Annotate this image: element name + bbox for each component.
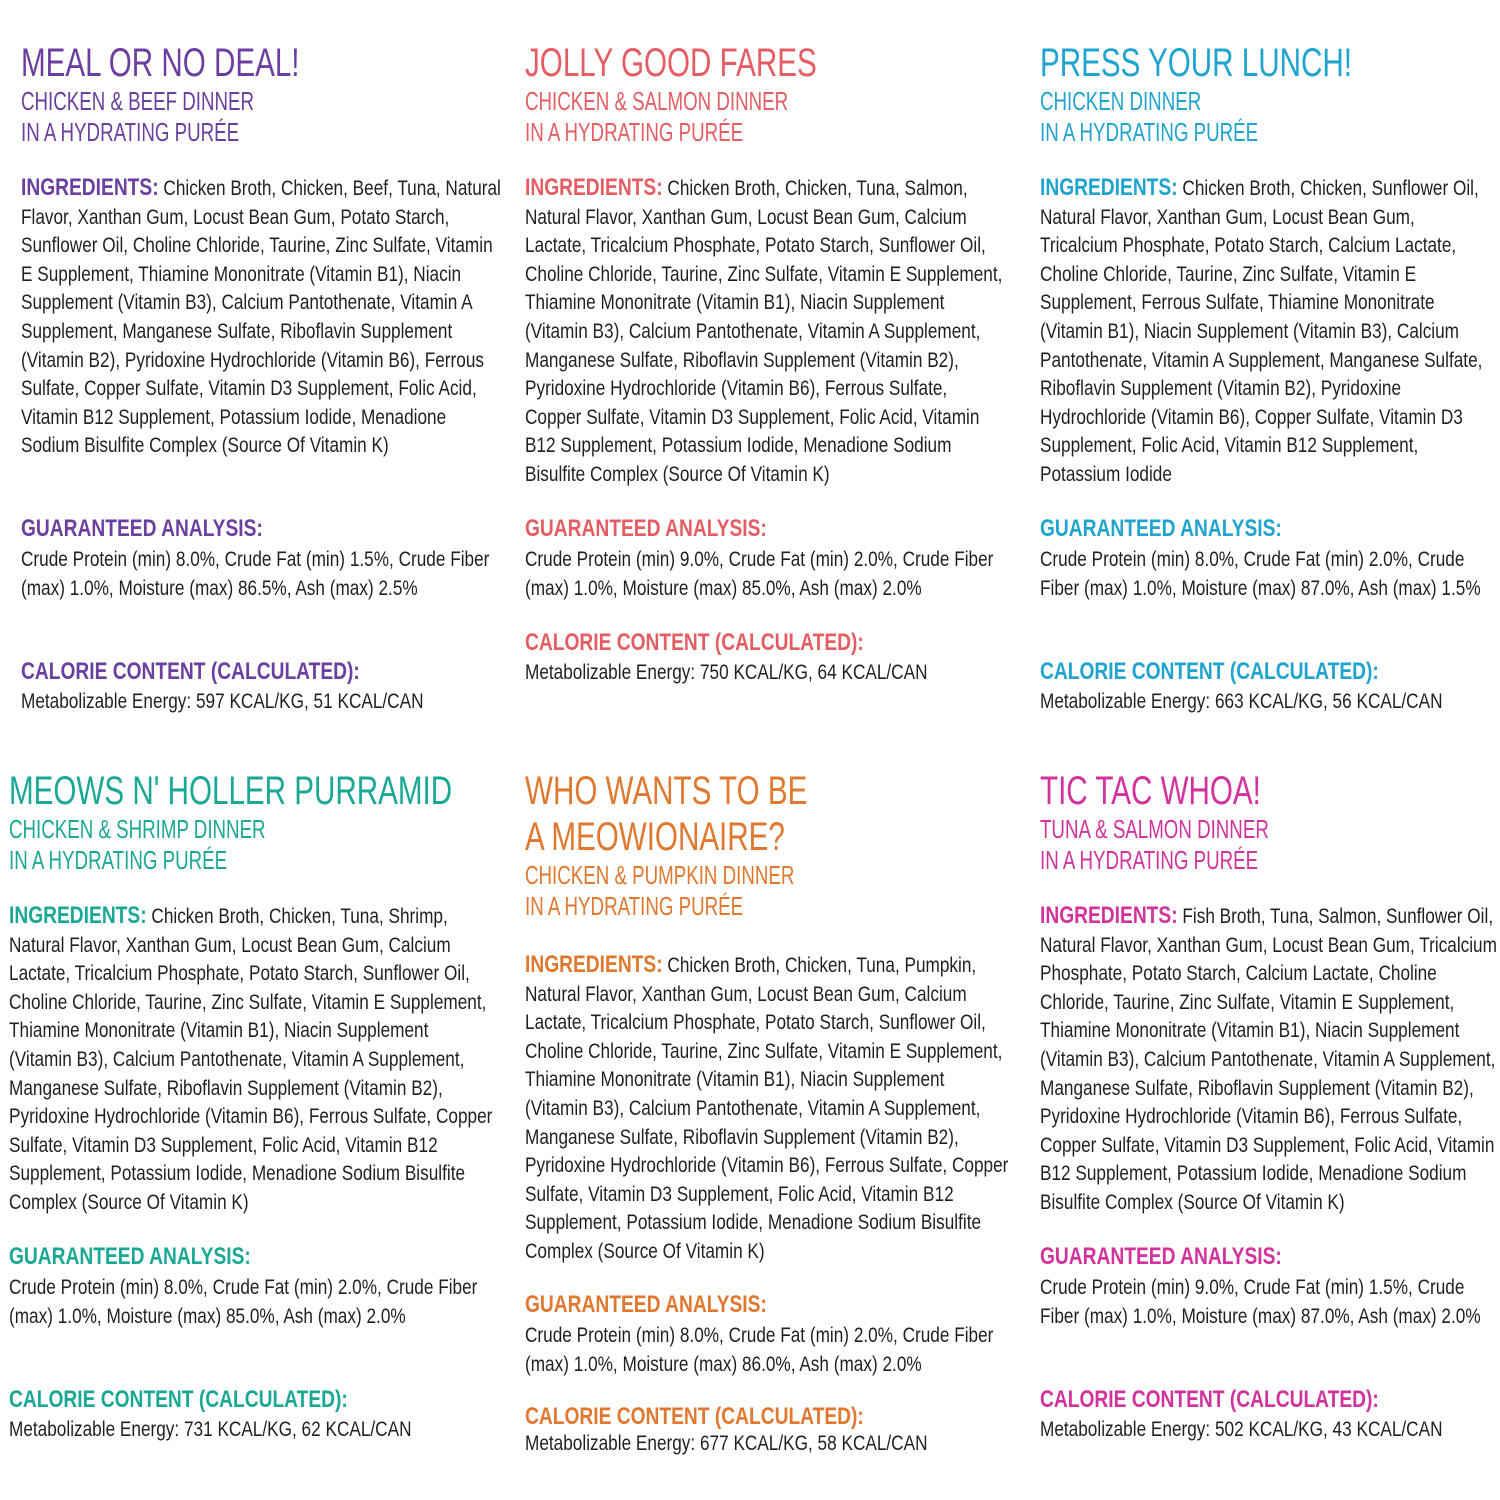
- calorie-heading: CALORIE CONTENT (CALCULATED):: [525, 629, 864, 656]
- product-panel-meows-n-holler-purramid: [9, 768, 499, 1468]
- analysis-heading: GUARANTEED ANALYSIS:: [9, 1243, 251, 1270]
- panel-title: PRESS YOUR LUNCH!: [1040, 41, 1352, 85]
- calorie-block: [525, 658, 1125, 687]
- panel-title: MEOWS N' HOLLER PURRAMID: [9, 769, 453, 813]
- analysis-text: Crude Protein (min) 9.0%, Crude Fat (min) 2.0%, Crude Fiber (max) 1.0%, Moisture (max) 85.0%, Ash (max) 2.0%: [525, 547, 994, 600]
- ingredients-heading: INGREDIENTS:: [21, 174, 159, 201]
- ingredients-heading: INGREDIENTS:: [9, 902, 147, 929]
- ingredients-block: [525, 174, 1125, 489]
- panel-subtitle-1: CHICKEN DINNER: [1040, 86, 1202, 116]
- panel-subtitle-1: CHICKEN & PUMPKIN DINNER: [525, 860, 795, 890]
- panel-subtitle-1: CHICKEN & SALMON DINNER: [525, 86, 789, 116]
- ingredients-text: [1040, 902, 1498, 1217]
- panel-title: TIC TAC WHOA!: [1040, 769, 1261, 813]
- analysis-heading: GUARANTEED ANALYSIS:: [1040, 1243, 1282, 1270]
- calorie-text: Metabolizable Energy: 677 KCAL/KG, 58 KCAL/CAN: [525, 1431, 928, 1455]
- panel-subtitle-2: IN A HYDRATING PURÉE: [9, 845, 228, 875]
- calorie-block: [9, 1415, 614, 1444]
- product-panel-who-wants-to-be-a-meowionaire: [525, 768, 1010, 1478]
- ingredients-block: [9, 902, 614, 1217]
- calorie-text: Metabolizable Energy: 502 KCAL/KG, 43 KCAL/CAN: [1040, 1417, 1443, 1441]
- analysis-heading: GUARANTEED ANALYSIS:: [525, 1291, 767, 1318]
- analysis-text: Crude Protein (min) 8.0%, Crude Fat (min) 1.5%, Crude Fiber (max) 1.0%, Moisture (max) 86.5%, Ash (max) 2.5%: [21, 547, 490, 600]
- analysis-text: Crude Protein (min) 8.0%, Crude Fat (min) 2.0%, Crude Fiber (max) 1.0%, Moisture (max) 86.0%, Ash (max) 2.0%: [525, 1323, 994, 1376]
- calorie-heading: CALORIE CONTENT (CALCULATED):: [1040, 658, 1379, 685]
- panel-subtitle-2: IN A HYDRATING PURÉE: [1040, 845, 1259, 875]
- ingredients-list: Chicken Broth, Chicken, Tuna, Salmon, Natural Flavor, Xanthan Gum, Locust Bean Gum, Calcium Lactate, Tricalcium Phosphate, Potato Starch, Sunflower Oil, Choline Chloride, Taurine, Zinc Sulfate, Vitamin E Supplement, Thiamine Mononitrate (Vitamin B1), Niacin Supplement (Vitamin B3), Calcium Pantothenate, Vitamin A Supplement, Manganese Sulfate, Riboflavin Supplement (Vitamin B2), Pyridoxine Hydrochloride (Vitamin B6), Ferrous Sulfate, Copper Sulfate, Vitamin D3 Supplement, Folic Acid, Vitamin B12 Supplement, Potassium Iodide, Menadione Sodium Bisulfite Complex (Source Of Vitamin K): [525, 176, 1003, 486]
- calorie-text: Metabolizable Energy: 750 KCAL/KG, 64 KCAL/CAN: [525, 660, 928, 684]
- analysis-block: [525, 545, 1125, 602]
- analysis-heading: GUARANTEED ANALYSIS:: [525, 515, 767, 542]
- product-panel-jolly-good-fares: [525, 40, 1010, 730]
- calorie-heading: CALORIE CONTENT (CALCULATED):: [21, 658, 360, 685]
- analysis-heading: GUARANTEED ANALYSIS:: [1040, 515, 1282, 542]
- ingredients-text: [1040, 174, 1492, 489]
- calorie-text: Metabolizable Energy: 663 KCAL/KG, 56 KCAL/CAN: [1040, 689, 1443, 713]
- calorie-block: [1040, 687, 1500, 716]
- panel-subtitle-1: TUNA & SALMON DINNER: [1040, 814, 1269, 844]
- ingredients-heading: INGREDIENTS:: [525, 174, 663, 201]
- panel-subtitle-1: CHICKEN & BEEF DINNER: [21, 86, 254, 116]
- analysis-block: [1040, 1273, 1500, 1330]
- panel-title: WHO WANTS TO BE A MEOWIONAIRE?: [525, 769, 808, 859]
- calorie-text: Metabolizable Energy: 597 KCAL/KG, 51 KCAL/CAN: [21, 689, 424, 713]
- ingredients-text: [525, 951, 1011, 1266]
- panel-subtitle-2: IN A HYDRATING PURÉE: [1040, 117, 1259, 147]
- ingredients-heading: INGREDIENTS:: [1040, 174, 1178, 201]
- panel-subtitle-2: IN A HYDRATING PURÉE: [525, 891, 744, 921]
- analysis-text: Crude Protein (min) 8.0%, Crude Fat (min) 2.0%, Crude Fiber (max) 1.0%, Moisture (max) 87.0%, Ash (max) 1.5%: [1040, 547, 1481, 600]
- product-panel-tic-tac-whoa: [1040, 768, 1498, 1468]
- analysis-text: Crude Protein (min) 9.0%, Crude Fat (min) 1.5%, Crude Fiber (max) 1.0%, Moisture (max) 87.0%, Ash (max) 2.0%: [1040, 1275, 1481, 1328]
- calorie-heading: CALORIE CONTENT (CALCULATED):: [9, 1386, 348, 1413]
- ingredients-list: Chicken Broth, Chicken, Beef, Tuna, Natural Flavor, Xanthan Gum, Locust Bean Gum, Potato Starch, Sunflower Oil, Choline Chloride, Taurine, Zinc Sulfate, Vitamin E Supplement, Thiamine Mononitrate (Vitamin B1), Niacin Supplement (Vitamin B3), Calcium Pantothenate, Vitamin A Supplement, Manganese Sulfate, Riboflavin Supplement (Vitamin B2), Pyridoxine Hydrochloride (Vitamin B6), Ferrous Sulfate, Copper Sulfate, Vitamin D3 Supplement, Folic Acid, Vitamin B12 Supplement, Potassium Iodide, Menadione Sodium Bisulfite Complex (Source Of Vitamin K): [21, 176, 501, 458]
- ingredients-list: Chicken Broth, Chicken, Sunflower Oil, Natural Flavor, Xanthan Gum, Locust Bean Gum, Tricalcium Phosphate, Potato Starch, Calcium Lactate, Choline Chloride, Taurine, Zinc Sulfate, Vitamin E Supplement, Ferrous Sulfate, Thiamine Mononitrate (Vitamin B1), Niacin Supplement (Vitamin B3), Calcium Pantothenate, Vitamin A Supplement, Manganese Sulfate, Riboflavin Supplement (Vitamin B2), Pyridoxine Hydrochloride (Vitamin B6), Copper Sulfate, Vitamin D3 Supplement, Folic Acid, Vitamin B12 Supplement, Potassium Iodide: [1040, 176, 1483, 486]
- analysis-heading: GUARANTEED ANALYSIS:: [21, 515, 263, 542]
- calorie-block: [1040, 1415, 1500, 1444]
- analysis-block: [1040, 545, 1500, 602]
- panel-title: MEAL OR NO DEAL!: [21, 41, 300, 85]
- calorie-heading: CALORIE CONTENT (CALCULATED):: [525, 1403, 864, 1430]
- analysis-block: [9, 1273, 614, 1330]
- panel-subtitle-1: CHICKEN & SHRIMP DINNER: [9, 814, 266, 844]
- product-panel-press-your-lunch: [1040, 40, 1495, 730]
- product-panel-meal-or-no-deal: [21, 40, 501, 730]
- panel-subtitle-2: IN A HYDRATING PURÉE: [21, 117, 240, 147]
- ingredients-heading: INGREDIENTS:: [525, 951, 663, 978]
- ingredients-text: [525, 174, 1005, 489]
- ingredients-block: [1040, 902, 1500, 1217]
- ingredients-block: [1040, 174, 1500, 489]
- ingredients-text: [9, 902, 493, 1217]
- ingredients-list: Chicken Broth, Chicken, Tuna, Pumpkin, Natural Flavor, Xanthan Gum, Locust Bean Gum, Calcium Lactate, Tricalcium Phosphate, Potato Starch, Sunflower Oil, Choline Chloride, Taurine, Zinc Sulfate, Vitamin E Supplement, Thiamine Mononitrate (Vitamin B1), Niacin Supplement (Vitamin B3), Calcium Pantothenate, Vitamin A Supplement, Manganese Sulfate, Riboflavin Supplement (Vitamin B2), Pyridoxine Hydrochloride (Vitamin B6), Ferrous Sulfate, Copper Sulfate, Vitamin D3 Supplement, Folic Acid, Vitamin B12 Supplement, Potassium Iodide, Menadione Sodium Bisulfite Complex (Source Of Vitamin K): [525, 953, 1009, 1263]
- ingredients-list: Chicken Broth, Chicken, Tuna, Shrimp, Natural Flavor, Xanthan Gum, Locust Bean Gum, Calcium Lactate, Tricalcium Phosphate, Potato Starch, Sunflower Oil, Choline Chloride, Taurine, Zinc Sulfate, Vitamin E Supplement, Thiamine Mononitrate (Vitamin B1), Niacin Supplement (Vitamin B3), Calcium Pantothenate, Vitamin A Supplement, Manganese Sulfate, Riboflavin Supplement (Vitamin B2), Pyridoxine Hydrochloride (Vitamin B6), Ferrous Sulfate, Copper Sulfate, Vitamin D3 Supplement, Folic Acid, Vitamin B12 Supplement, Potassium Iodide, Menadione Sodium Bisulfite Complex (Source Of Vitamin K): [9, 904, 493, 1214]
- panel-title: JOLLY GOOD FARES: [525, 41, 817, 85]
- ingredients-list: Fish Broth, Tuna, Salmon, Sunflower Oil, Natural Flavor, Xanthan Gum, Locust Bean Gum, Tricalcium Phosphate, Potato Starch, Calcium Lactate, Choline Chloride, Taurine, Zinc Sulfate, Vitamin E Supplement, Thiamine Mononitrate (Vitamin B1), Niacin Supplement (Vitamin B3), Calcium Pantothenate, Vitamin A Supplement, Manganese Sulfate, Riboflavin Supplement (Vitamin B2), Pyridoxine Hydrochloride (Vitamin B6), Ferrous Sulfate, Copper Sulfate, Vitamin D3 Supplement, Folic Acid, Vitamin B12 Supplement, Potassium Iodide, Menadione Sodium Bisulfite Complex (Source Of Vitamin K): [1040, 904, 1497, 1214]
- calorie-heading: CALORIE CONTENT (CALCULATED):: [1040, 1386, 1379, 1413]
- ingredients-heading: INGREDIENTS:: [1040, 902, 1178, 929]
- analysis-text: Crude Protein (min) 8.0%, Crude Fat (min) 2.0%, Crude Fiber (max) 1.0%, Moisture (max) 85.0%, Ash (max) 2.0%: [9, 1275, 478, 1328]
- calorie-text: Metabolizable Energy: 731 KCAL/KG, 62 KCAL/CAN: [9, 1417, 412, 1441]
- panel-subtitle-2: IN A HYDRATING PURÉE: [525, 117, 744, 147]
- ingredients-text: [21, 174, 501, 460]
